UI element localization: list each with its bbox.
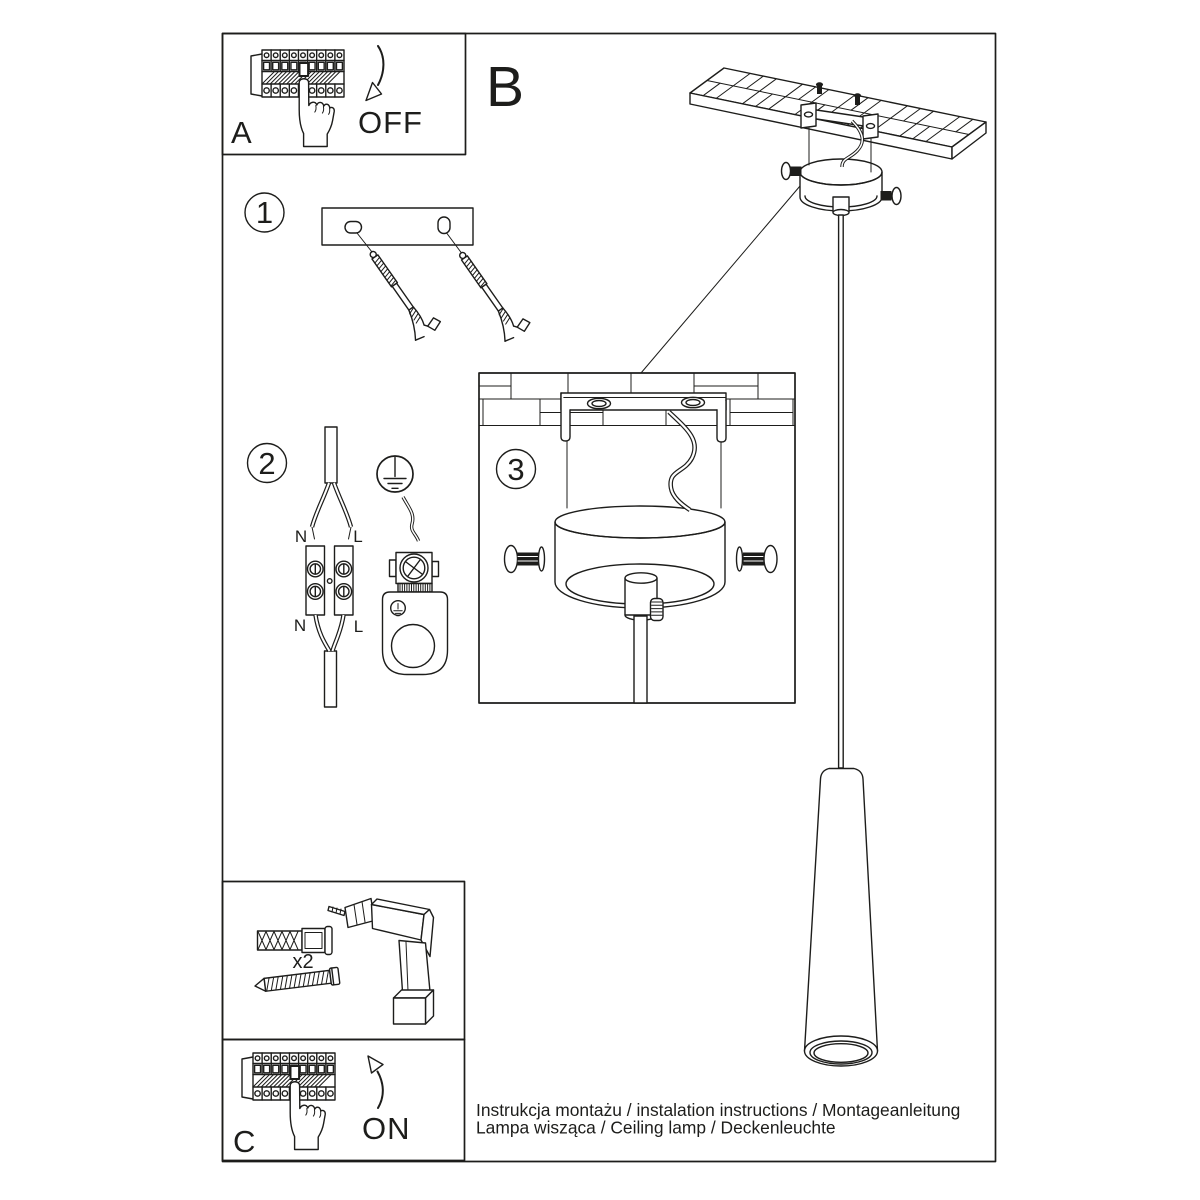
side-screw-right-shank xyxy=(743,553,764,566)
overview-bracket-block-left xyxy=(801,103,816,128)
step2-number: 2 xyxy=(258,446,276,481)
side-screw-left-shank xyxy=(518,553,539,566)
canopy-top-rim xyxy=(555,506,725,538)
overview-screw-left-shank xyxy=(791,167,802,177)
wire-core xyxy=(312,483,329,527)
clamp-hatch-band xyxy=(398,584,432,593)
neutral-label-bottom: N xyxy=(293,616,307,635)
clamp-tab-left xyxy=(390,560,397,577)
wall-plug-body xyxy=(258,931,303,950)
side-screw-right-washer xyxy=(737,547,743,571)
stripped-wire-end xyxy=(312,527,315,539)
wire-core xyxy=(333,615,344,651)
step1-drilling-illustration xyxy=(245,193,473,253)
drill-handle xyxy=(399,941,430,992)
live-label-top: L xyxy=(353,527,363,546)
wire xyxy=(403,497,419,541)
lamp-cable-bottom xyxy=(325,651,337,707)
wire-core xyxy=(334,483,351,527)
on-arrow-curve xyxy=(378,1072,383,1109)
neutral-label-top: N xyxy=(294,527,308,546)
pendant-shade-cone xyxy=(805,769,878,1052)
off-arrow-curve xyxy=(378,46,383,85)
breaker-strip-c xyxy=(242,1053,335,1150)
wall-anchor-left xyxy=(360,243,443,343)
wall-plug-flange xyxy=(325,927,332,955)
terminal-block-left xyxy=(306,546,325,615)
drill-chuck xyxy=(345,899,375,928)
ceiling-screw-pin-head xyxy=(854,93,861,97)
tools-illustration xyxy=(254,899,434,1025)
drill-icon xyxy=(328,899,434,1025)
breaker-strip-a xyxy=(251,50,344,147)
overview-screw-right-cap xyxy=(892,188,901,205)
terminal-block-center-hole xyxy=(327,579,332,584)
step1-number: 1 xyxy=(255,195,274,230)
overview-screw-left-cap xyxy=(782,163,791,180)
stripped-wire-end xyxy=(349,527,352,539)
power-off-illustration xyxy=(366,46,383,101)
off-arrow-head-icon xyxy=(366,83,382,101)
step2-wiring-illustration xyxy=(248,427,448,707)
step3-canopy-detail-illustration xyxy=(479,374,795,704)
footer-line1: Instrukcja montażu / instalation instructions / Montageanleitung xyxy=(476,1100,961,1120)
footer-line2: Lampa wisząca / Ceiling lamp / Deckenleuchte xyxy=(476,1117,836,1138)
side-screw-right-cap xyxy=(764,546,777,573)
pendant-cable-detail xyxy=(634,616,647,703)
terminal-block-right xyxy=(335,546,354,615)
wall-anchor-right xyxy=(449,244,532,344)
power-on-illustration xyxy=(368,1056,383,1108)
on-label: ON xyxy=(362,1111,411,1146)
side-screw-left-washer xyxy=(539,547,545,571)
panel-b-label: B xyxy=(486,55,525,119)
ceiling-screw-pin-head xyxy=(816,82,823,86)
panel-c-label: C xyxy=(233,1124,256,1159)
panel-a-label: A xyxy=(231,115,252,150)
detail-leader-line xyxy=(641,186,800,373)
live-label-bottom: L xyxy=(353,617,364,636)
on-arrow-head-icon xyxy=(368,1056,383,1073)
overview-bracket-block-right xyxy=(863,114,878,139)
overview-screw-right-shank xyxy=(881,191,892,201)
battery-front xyxy=(394,998,426,1024)
tube-top-rim xyxy=(625,573,657,583)
pendant-cable xyxy=(839,215,844,768)
side-screw-left-cap xyxy=(505,546,518,573)
screw-shaft xyxy=(264,970,331,991)
clamp-tab-right xyxy=(432,562,439,577)
screw-head xyxy=(329,967,340,985)
step3-number: 3 xyxy=(507,452,525,487)
off-label: OFF xyxy=(358,105,423,140)
supply-cable-top xyxy=(325,427,337,483)
anchor-count-label: x2 xyxy=(292,951,314,973)
clamp-ring-hole xyxy=(392,625,435,668)
